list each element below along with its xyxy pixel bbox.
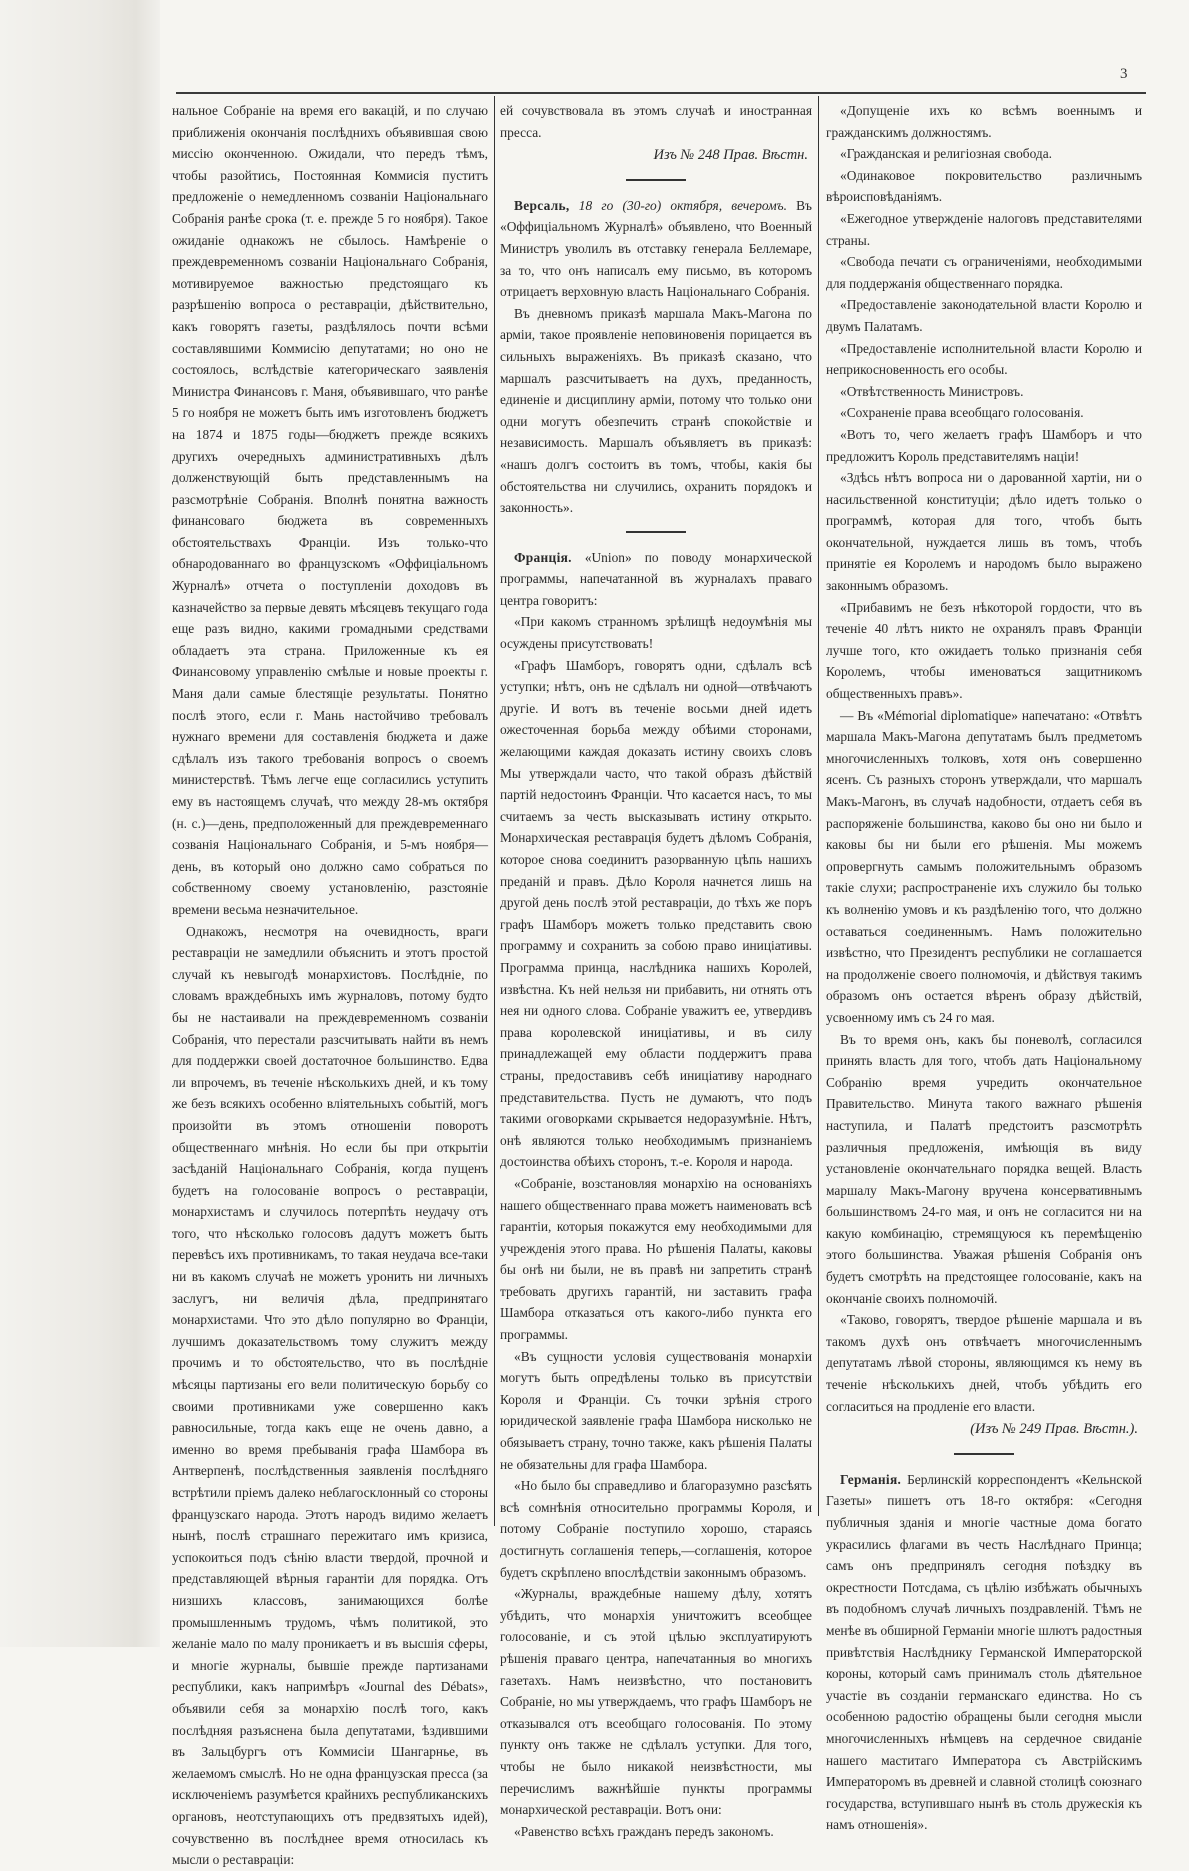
article-paragraph	[500, 547, 812, 612]
article-paragraph	[500, 1475, 812, 1583]
article-paragraph	[500, 1583, 812, 1821]
article-paragraph	[826, 424, 1142, 467]
article-paragraph	[826, 338, 1142, 381]
paragraph-text: «Одинаковое покровительство различнымъ вѣроисповѣданіямъ.	[826, 167, 1142, 205]
paragraph-text: — Въ «Mémorial diplomatique» напечатано: «Отвѣтъ маршала Макъ-Магона депутатамъ былъ предметомъ многочисленныхъ толковъ, хотя онъ совершенно ясенъ. Съ разныхъ сторонъ утверждали, что маршалъ Макъ-Магонъ, въ случаѣ надобности, отдаетъ себя въ распоряженіе большинства, каково бы оно ни было и каковы бы ни были его рѣшенія. Мы можемъ опровергнуть самымъ положительнымъ образомъ такіе слухи; распространеніе ихъ служило бы только къ волненію умовъ и къ раздѣленію того, что должно оставаться соединеннымъ. Намъ положительно извѣстно, что Президентъ республики не соглашается на продолженіе своего полномочія, и дѣйствуя такимъ образомъ онъ остается вѣренъ образу дѣйствій, усвоенному имъ съ 24 го мая.	[826, 707, 1142, 1025]
scan-margin-shadow	[0, 0, 160, 1647]
column-divider	[818, 96, 819, 1516]
paragraph-text: «Union» по поводу монархической программы, напечатанной въ журналахъ праваго центра говоритъ:	[500, 549, 812, 608]
paragraph-text: нальное Собраніе на время его вакацій, и по случаю приближенія окончанія послѣднихъ объявившая свою миссію оконченною. Ожидали, что передъ тѣмъ, чтобы разойтись, Постоянная Коммисія пуститъ предложеніе о немедленномъ созваніи Національнаго Собранія ранѣе срока (т. е. прежде 5 го ноября). Такое ожиданіе однакожъ не сбылось. Намѣреніе о преждевременномъ созваніи Національнаго Собранія, мотивируемое важностью предстоящаго къ разрѣшенію вопроса о реставраціи, дѣйствительно, какъ говорятъ газеты, раздѣлялось почти всѣми составлявшими Коммисію депутатами; но оно не состоялось, вслѣдствіе категорическаго заявленія Министра Финансовъ г. Маня, объявившаго, что ранѣе 5 го ноября не можетъ быть имъ изготовленъ бюджетъ на 1874 и 1875 годы—бюджетъ прежде всякихъ другихъ очередныхъ административныхъ дѣлъ долженствующій быть представленнымъ на разсмотрѣніе Собранія. Вполнѣ понятна важность финансоваго бюджета въ современныхъ обстоятельствахъ Франціи. Изъ только-что обнародованнаго во французскомъ «Оффиціальномъ Журналѣ» отчета о поступленіи доходовъ въ казначейство за первые девять мѣсяцевъ текущаго года еще разъ видно, какими громадными средствами обладаетъ эта страна. Приложенные къ ея Финансовому управленію смѣлые и новые проекты г. Маня дали самые блестящіе результаты. Понятно послѣ этого, если г. Мань настойчиво требовалъ нужнаго времени для составленія бюджета и даже сдѣлалъ изъ такого требованія вопросъ о своемъ министерствѣ. Тѣмъ легче еще согласились уступить ему въ настоящемъ случаѣ, что между 28-мъ октября (н. с.)—день, предположенный для преждевременнаго созванія Національнаго Собранія, и 5-мъ ноября—день, въ который оно должно само собраться по собственному своему установленію, разстояніе времени весьма незначительное.	[172, 103, 488, 917]
paragraph-text: Въ то время онъ, какъ бы поневолѣ, согласился принять власть для того, чтобъ дать Національному Собранію время учредить окончательное Правительство. Минута такого важнаго рѣшенія наступила, и Палатѣ предстоитъ разсмотрѣть различныя предложенія, имѣющія въ виду установленіе окончательнаго порядка вещей. Власть маршалу Макъ-Магону вручена консервативнымъ большинствомъ 24-го мая, и онъ не согласится ни на какую комбинацію, стремящуюся къ перемѣщенію этого большинства. Уважая рѣшенія Собранія онъ будетъ смотрѣть на предстоящее голосованіе, какъ на окончаніе своихъ полномочій.	[826, 1031, 1142, 1306]
paragraph-text: «Журналы, враждебные нашему дѣлу, хотятъ убѣдить, что монархія уничтожитъ всеобщее голосованіе, и съ этой цѣлью эксплуатируютъ рѣшенія праваго центра, напечатанныя во многихъ газетахъ. Намъ неизвѣстно, что постановитъ Собраніе, но мы утверждаемъ, что графъ Шамборъ не отказывался отъ всеобщаго голосованія. По этому пункту онъ также не сдѣлалъ уступки. Для того, чтобы не было никакой неизвѣстности, мы перечислимъ важнѣйшіе пункты программы монархической реставраціи. Вотъ они:	[500, 1586, 812, 1818]
text-column-3	[826, 100, 1142, 1836]
article-paragraph	[500, 1173, 812, 1346]
paragraph-text: «Свобода печати съ ограниченіями, необходимыми для поддержанія общественнаго порядка.	[826, 254, 1142, 291]
source-citation: Изъ № 248 Прав. Вѣстн.	[653, 147, 808, 164]
section-divider	[626, 179, 686, 181]
text-column-1	[172, 100, 488, 1871]
article-paragraph	[500, 100, 812, 143]
source-citation: (Изъ № 249 Прав. Вѣстн.).	[970, 1421, 1138, 1438]
paragraph-text: Берлинскій корреспондентъ «Кельнской Газеты» пишетъ отъ 18-го октября: «Сегодня публичныя зданія и многіе частные дома богато украсились флагами въ честь Наслѣднаго Принца; самъ онъ предпринялъ сегодня поѣздку въ окрестности Потсдама, съ цѣлію избѣжать обычныхъ въ подобномъ случаѣ личныхъ поздравленій. Тѣмъ не менѣе въ обширной Германіи многіе шлютъ радостныя привѣтствія Наслѣднику Германской Императорской короны, который самъ принималъ столь дѣятельное участіе въ созданіи германскаго единства. Но съ особенною радостію обращены были сегодня мысли многочисленныхъ нѣмцевъ на сердечное свиданіе нашего маститаго Императора съ Австрійскимъ Императоромъ въ древней и славной столицѣ союзнаго государства, вступившаго нынѣ въ столь дружескія къ намъ отношенія».	[826, 1471, 1142, 1833]
paragraph-text: «Предоставленіе исполнительной власти Королю и неприкосновенность его особы.	[826, 340, 1142, 378]
paragraph-text: «Здѣсь нѣтъ вопроса ни о дарованной хартіи, ни о насильственной конституціи; дѣло идетъ только о программѣ, которая для того, чтобъ быть окончательной, нуждается лишь въ томъ, чтобъ принятіе ея Королемъ и народомъ было выражено законнымъ образомъ.	[826, 470, 1142, 594]
page-number: 3	[1120, 66, 1128, 82]
paragraph-text: Въ дневномъ приказѣ маршала Макъ-Магона по арміи, такое проявленіе неповиновенія порицается въ сильныхъ выраженіяхъ. Въ приказѣ сказано, что маршалъ разсчитываетъ на духъ, преданность, единеніе и дисциплину арміи, потому что только они одни могутъ обезпечить странѣ спокойствіе и независимость. Маршалъ объявляетъ въ приказѣ: «нашъ долгъ состоитъ въ томъ, чтобы, какія бы обстоятельства ни случились, охранить порядокъ и законность».	[500, 305, 812, 516]
article-paragraph	[172, 100, 488, 921]
paragraph-text: «Равенство всѣхъ гражданъ передъ закономъ.	[514, 1823, 774, 1839]
article-paragraph	[826, 143, 1142, 165]
article-paragraph	[826, 402, 1142, 424]
paragraph-text: «Таково, говорятъ, твердое рѣшеніе маршала и въ такомъ духѣ онъ отвѣчаетъ многочисленнымъ депутатамъ лѣвой стороны, являющимся къ нему въ теченіе нѣсколькихъ дней, чтобъ убѣдить его согласиться на продленіе его власти.	[826, 1312, 1142, 1414]
article-paragraph	[826, 381, 1142, 403]
article-paragraph	[826, 294, 1142, 337]
article-paragraph	[826, 705, 1142, 1029]
article-paragraph	[500, 1346, 812, 1476]
paragraph-text: Однакожъ, несмотря на очевидность, враги реставраціи не замедлили объяснить и этотъ простой случай къ невыгодѣ монархистовъ. Послѣдніе, по словамъ враждебныхъ имъ журналовъ, потому будто бы не настаивали на преждевременномъ созваніи Собранія, что перестали разсчитывать найти въ немъ для поддержки своей достаточное большинство. Едва ли впрочемъ, въ теченіе нѣсколькихъ дней, и къ тому же безъ всякихъ особенно вліятельныхъ событій, могъ произойти въ этомъ отношеніи поворотъ общественнаго мнѣнія. Но если бы при открытіи засѣданій Національнаго Собранія, когда пущенъ будетъ на голосованіе вопросъ о реставраціи, монархистамъ и случилось потерпѣть неудачу отъ того, что нѣсколько голосовъ дадутъ можетъ быть перевѣсъ ихъ противникамъ, то такая неудача все-таки ни въ какомъ случаѣ не можетъ уронить ни личныхъ заслугъ, ни величія дѣла, предпринятаго монархистами. Что это дѣло популярно во Франціи, лучшимъ доказательствомъ тому служитъ между прочимъ и то обстоятельство, что въ послѣдніе мѣсяцы партизаны его вели политическую борьбу со своими противниками уже совершенно какъ равносильные, тогда какъ еще не очень давно, а именно во время пребыванія графа Шамбора въ Антверпенѣ, послѣдственныя заявленія послѣдняго встрѣтили пріемъ далеко неблагосклонный со стороны французскаго народа. Этотъ народъ видимо желаетъ нынѣ, послѣ страшнаго пережитаго имъ кризиса, успокоиться подъ сѣнію власти твердой, прочной и представляющей вѣрныя гарантіи для порядка. Отъ низшихъ классовъ, занимающихся болѣе промышленнымъ трудомъ, чѣмъ политикой, это желаніе мало по малу проникаетъ и въ высшія сферы, и многіе журналы, бывшіе прежде партизанами республики, какъ напримѣръ «Journal des Débats», объявили себя за монархію послѣ того, какъ послѣдняя разъяснена была депутатами, ѣздившими въ Зальцбургъ отъ Коммисіи Шангарнье, въ желаемомъ смыслѣ. Но не одна французская пресса (за исключеніемъ разумѣется крайнихъ республиканскихъ органовъ, неотступающихъ отъ предвзятыхъ идей), сочувственно въ послѣднее время относилась къ мысли о реставраціи:	[172, 923, 488, 1868]
section-heading: Германія.	[840, 1471, 902, 1487]
article-paragraph	[826, 208, 1142, 251]
article-paragraph	[172, 921, 488, 1871]
article-paragraph	[500, 1821, 812, 1843]
article-paragraph	[826, 165, 1142, 208]
article-paragraph	[500, 655, 812, 1173]
article-paragraph	[826, 1309, 1142, 1417]
paragraph-text: «Собраніе, возстановляя монархію на основаніяхъ нашего общественнаго права можетъ наименовать всѣ гарантіи, которыя покажутся ему необходимыми для учрежденія этого права. Но рѣшенія Палаты, каковы бы онѣ ни были, не въ правѣ ни запретить странѣ требовать другихъ гарантій, ни заставить графа Шамбора отказаться отъ какого-либо пункта его программы.	[500, 1175, 812, 1343]
paragraph-text: «Предоставленіе законодательной власти Королю и двумъ Палатамъ.	[826, 297, 1142, 334]
section-heading: Франція.	[514, 549, 572, 565]
paragraph-text: «Вотъ то, чего желаетъ графъ Шамборъ и что предложитъ Король представителямъ націи!	[826, 426, 1142, 464]
section-divider	[626, 531, 686, 533]
dateline: 18 го (30-го) октября, вечеромъ.	[569, 197, 787, 213]
section-divider	[954, 1453, 1014, 1455]
article-paragraph	[500, 611, 812, 654]
paragraph-text: «Въ сущности условія существованія монархіи могутъ быть опредѣлены только въ присутствіи Короля и Франціи. Съ точки зрѣнія строго юридической заявленіе графа Шамбора нисколько не обязываетъ страну, точно также, какъ рѣшенія Палаты не обязательны для графа Шамбора.	[500, 1348, 812, 1472]
article-paragraph	[826, 251, 1142, 294]
paragraph-text: ей сочувствовала въ этомъ случаѣ и иностранная пресса.	[500, 103, 812, 140]
paragraph-text: «Графъ Шамборъ, говорятъ одни, сдѣлалъ всѣ уступки; нѣтъ, онъ не сдѣлалъ ни одной—отвѣчаютъ другіе. И вотъ въ теченіе восьми дней идетъ ожесточенная борьба между обѣими сторонами, желающими каждая доказать истину своихъ словъ Мы утверждали часто, что такой образъ дѣйствій партій недостоинъ Франціи. Что касается насъ, то мы считаемъ за честь высказывать истину открыто. Монархическая реставрація будетъ дѣломъ Собранія, которое снова соединитъ разорванную цѣпь нашихъ преданій и правъ. Дѣло Короля начнется лишь на другой день послѣ этой реставраціи, до тѣхъ же поръ графъ Шамборъ можетъ только представить свою программу и сохранить за собою право иниціативы. Программа принца, наслѣдника нашихъ Королей, извѣстна. Къ ней нельзя ни прибавить, ни отнять отъ нея ни одного слова. Собраніе уважитъ ее, утвердивъ права королевской иниціативы, и въ силу принадлежащей ему области поддержитъ права страны, предоставивъ себѣ иниціативу народнаго представительства. Пусть не думаютъ, что подъ такими оговорками скрывается недоразумѣніе. Нѣтъ, онѣ являются только необходимымъ признаніемъ достоинства обѣихъ сторонъ, т.-е. Короля и народа.	[500, 657, 812, 1170]
paragraph-text: «Сохраненіе права всеобщаго голосованія.	[840, 405, 1084, 421]
paragraph-text: «Гражданская и религіозная свобода.	[840, 146, 1053, 162]
paragraph-text: «Но было бы справедливо и благоразумно разсѣять всѣ сомнѣнія относительно программы Короля, и потому Собраніе поступило хорошо, стараясь достигнуть соглашенія теперь,—соглашенія, которое будетъ скрѣплено впослѣдствіи законнымъ образомъ.	[500, 1478, 812, 1580]
paragraph-text: «При какомъ странномъ зрѣлищѣ недоумѣнія мы осуждены присутствовать!	[500, 614, 812, 652]
article-paragraph	[826, 1469, 1142, 1836]
paragraph-text: Въ «Оффиціальномъ Журналѣ» объявлено, что Военный Министръ уволилъ въ отставку генерала Беллемаре, за то, что онъ написалъ ему письмо, въ которомъ отрицаетъ верховную власть Національнаго Собранія.	[500, 197, 812, 300]
article-paragraph	[500, 303, 812, 519]
article-paragraph	[826, 1029, 1142, 1310]
section-heading: Версаль,	[514, 197, 570, 213]
header-rule	[176, 92, 1146, 94]
article-paragraph	[500, 195, 812, 303]
paragraph-text: «Допущеніе ихъ ко всѣмъ военнымъ и гражданскимъ должностямъ.	[826, 103, 1142, 140]
article-paragraph	[826, 100, 1142, 143]
article-paragraph	[826, 467, 1142, 597]
paragraph-text: «Прибавимъ не безъ нѣкоторой гордости, что въ теченіе 40 лѣтъ никто не охранялъ правъ Франціи лучше того, кто ожидаетъ только признанія себя Королемъ, чтобы именоваться защитникомъ общественныхъ правъ».	[826, 599, 1142, 702]
column-divider	[494, 96, 495, 1526]
paragraph-text: «Ежегодное утвержденіе налоговъ представителями страны.	[826, 210, 1142, 248]
paragraph-text: «Отвѣтственность Министровъ.	[840, 383, 1024, 399]
article-paragraph	[826, 597, 1142, 705]
text-column-2	[500, 100, 812, 1842]
